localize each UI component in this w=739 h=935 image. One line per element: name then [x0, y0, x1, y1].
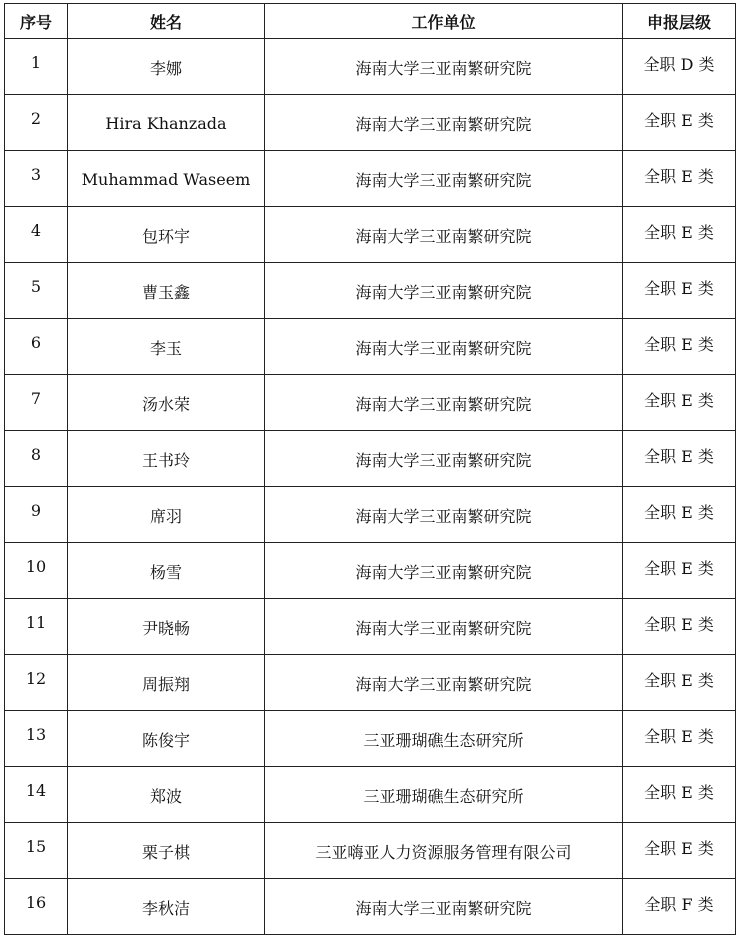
row-organization: 海南大学三亚南繁研究院	[265, 487, 623, 543]
row-grade: 全职 E 类	[623, 823, 736, 879]
row-number: 16	[5, 879, 68, 935]
talent-list-table	[4, 3, 736, 935]
row-organization: 海南大学三亚南繁研究院	[265, 655, 623, 711]
row-name: 席羽	[68, 487, 265, 543]
row-organization: 海南大学三亚南繁研究院	[265, 879, 623, 935]
row-grade: 全职 E 类	[623, 375, 736, 431]
row-name: Hira Khanzada	[68, 95, 265, 151]
row-grade: 全职 E 类	[623, 95, 736, 151]
table-row	[5, 375, 736, 431]
table-row	[5, 767, 736, 823]
row-organization: 三亚嗨亚人力资源服务管理有限公司	[265, 823, 623, 879]
row-name: 李秋洁	[68, 879, 265, 935]
header-name: 姓名	[68, 4, 265, 39]
header-organization: 工作单位	[265, 4, 623, 39]
row-number: 14	[5, 767, 68, 823]
row-number: 3	[5, 151, 68, 207]
row-number: 1	[5, 39, 68, 95]
row-organization: 海南大学三亚南繁研究院	[265, 151, 623, 207]
table-row	[5, 39, 736, 95]
row-number: 2	[5, 95, 68, 151]
table-row	[5, 319, 736, 375]
table-row	[5, 431, 736, 487]
row-grade: 全职 E 类	[623, 599, 736, 655]
table-row	[5, 487, 736, 543]
header-grade: 申报层级	[623, 4, 736, 39]
row-grade: 全职 E 类	[623, 263, 736, 319]
row-name: 王书玲	[68, 431, 265, 487]
row-organization: 海南大学三亚南繁研究院	[265, 543, 623, 599]
row-name: 陈俊宇	[68, 711, 265, 767]
row-number: 5	[5, 263, 68, 319]
row-organization: 三亚珊瑚礁生态研究所	[265, 711, 623, 767]
table-row	[5, 207, 736, 263]
row-name: 栗子棋	[68, 823, 265, 879]
row-grade: 全职 E 类	[623, 655, 736, 711]
table-row	[5, 655, 736, 711]
row-name: Muhammad Waseem	[68, 151, 265, 207]
row-number: 8	[5, 431, 68, 487]
table-row	[5, 599, 736, 655]
table-row	[5, 263, 736, 319]
row-grade: 全职 E 类	[623, 543, 736, 599]
row-number: 12	[5, 655, 68, 711]
row-name: 曹玉鑫	[68, 263, 265, 319]
header-number: 序号	[5, 4, 68, 39]
row-number: 11	[5, 599, 68, 655]
row-name: 杨雪	[68, 543, 265, 599]
row-organization: 海南大学三亚南繁研究院	[265, 207, 623, 263]
row-organization: 海南大学三亚南繁研究院	[265, 95, 623, 151]
row-organization: 三亚珊瑚礁生态研究所	[265, 767, 623, 823]
table-row	[5, 543, 736, 599]
row-organization: 海南大学三亚南繁研究院	[265, 375, 623, 431]
row-grade: 全职 E 类	[623, 711, 736, 767]
row-number: 7	[5, 375, 68, 431]
row-grade: 全职 E 类	[623, 431, 736, 487]
table-row	[5, 879, 736, 935]
row-number: 4	[5, 207, 68, 263]
row-grade: 全职 E 类	[623, 767, 736, 823]
row-number: 6	[5, 319, 68, 375]
row-number: 10	[5, 543, 68, 599]
row-number: 15	[5, 823, 68, 879]
row-name: 尹晓畅	[68, 599, 265, 655]
row-name: 汤水荣	[68, 375, 265, 431]
row-organization: 海南大学三亚南繁研究院	[265, 431, 623, 487]
table-row	[5, 823, 736, 879]
header-row	[5, 4, 736, 39]
row-grade: 全职 E 类	[623, 207, 736, 263]
row-number: 13	[5, 711, 68, 767]
row-grade: 全职 D 类	[623, 39, 736, 95]
row-name: 李玉	[68, 319, 265, 375]
row-grade: 全职 F 类	[623, 879, 736, 935]
row-grade: 全职 E 类	[623, 319, 736, 375]
row-name: 郑波	[68, 767, 265, 823]
row-grade: 全职 E 类	[623, 151, 736, 207]
row-organization: 海南大学三亚南繁研究院	[265, 319, 623, 375]
row-organization: 海南大学三亚南繁研究院	[265, 263, 623, 319]
row-name: 李娜	[68, 39, 265, 95]
table-row	[5, 95, 736, 151]
table-row	[5, 151, 736, 207]
row-name: 周振翔	[68, 655, 265, 711]
row-grade: 全职 E 类	[623, 487, 736, 543]
row-name: 包环宇	[68, 207, 265, 263]
row-number: 9	[5, 487, 68, 543]
row-organization: 海南大学三亚南繁研究院	[265, 39, 623, 95]
row-organization: 海南大学三亚南繁研究院	[265, 599, 623, 655]
table-row	[5, 711, 736, 767]
